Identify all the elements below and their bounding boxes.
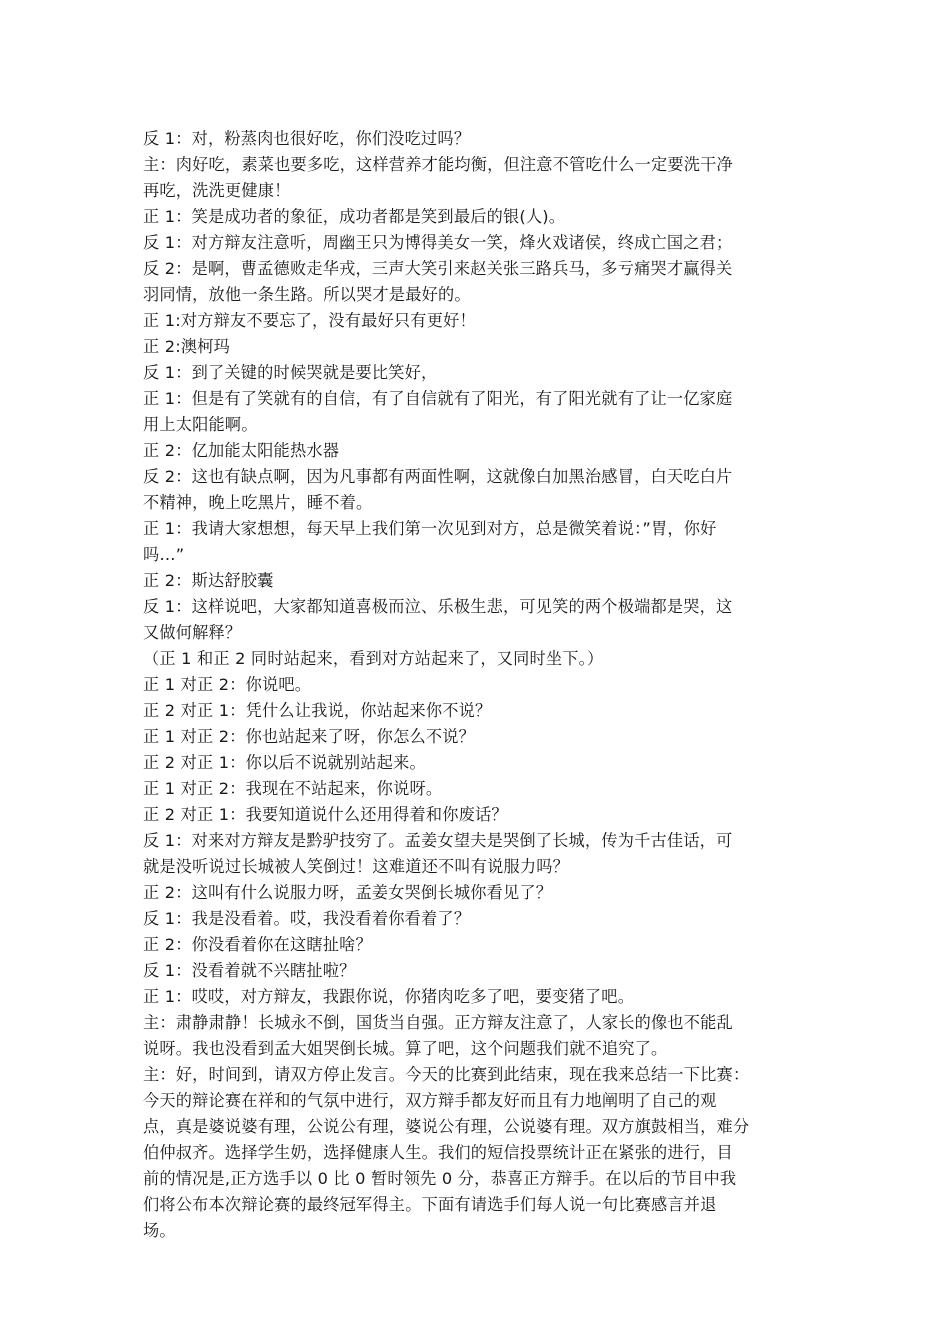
text-line: 反 1：没看着就不兴瞎扯啦？ xyxy=(143,961,356,980)
text-line: 说呀。我也没看到孟大姐哭倒长城。算了吧，这个问题我们就不追究了。 xyxy=(143,1039,668,1058)
text-line: 正 1 对正 2：我现在不站起来，你说呀。 xyxy=(143,779,443,798)
text-line: 反 1：到了关键的时候哭就是要比笑好， xyxy=(143,363,438,382)
text-line: 主：肉好吃，素菜也要多吃，这样营养才能均衡，但注意不管吃什么一定要洗干净 xyxy=(143,155,733,174)
text-line: 正 2:澳柯玛 xyxy=(143,337,231,356)
text-line: 正 1：哎哎，对方辩友，我跟你说，你猪肉吃多了吧，要变猪了吧。 xyxy=(143,987,635,1006)
text-line: 又做何解释？ xyxy=(143,623,242,642)
text-line: 正 2：斯达舒胶囊 xyxy=(143,571,274,590)
text-line: 正 1：我请大家想想，每天早上我们第一次见到对方，总是微笑着说：”胃，你好 xyxy=(143,519,717,538)
text-line: 主：好，时间到，请双方停止发言。今天的比赛到此结束，现在我来总结一下比赛： xyxy=(143,1065,750,1084)
text-line: 场。 xyxy=(143,1221,176,1240)
text-line: 点，真是婆说婆有理，公说公有理，婆说公有理，公说婆有理。双方旗鼓相当，难分 xyxy=(143,1117,750,1136)
text-line: 正 1 对正 2：你说吧。 xyxy=(143,675,312,694)
text-line: 正 1 对正 2：你也站起来了呀，你怎么不说？ xyxy=(143,727,476,746)
text-line: 反 1：我是没看着。哎，我没看着你看着了？ xyxy=(143,909,471,928)
text-line: 反 2：是啊，曹孟德败走华戎，三声大笑引来赵关张三路兵马，多亏痛哭才赢得关 xyxy=(143,259,733,278)
text-line: 反 1：这样说吧，大家都知道喜极而泣、乐极生悲，可见笑的两个极端都是哭，这 xyxy=(143,597,733,616)
text-line: 正 2：亿加能太阳能热水器 xyxy=(143,441,340,460)
text-line: 反 1：对，粉蒸肉也很好吃，你们没吃过吗？ xyxy=(143,129,471,148)
document-page xyxy=(143,126,811,1244)
text-line: （正 1 和正 2 同时站起来，看到对方站起来了，又同时坐下。） xyxy=(143,649,604,668)
text-line: 反 1：对来对方辩友是黔驴技穷了。孟姜女望夫是哭倒了长城，传为千古佳话，可 xyxy=(143,831,733,850)
text-line: 反 1：对方辩友注意听，周幽王只为博得美女一笑，烽火戏诸侯，终成亡国之君； xyxy=(143,233,733,252)
text-line: 羽同情，放他一条生路。所以哭才是最好的。 xyxy=(143,285,471,304)
text-line: 再吃，洗洗更健康！ xyxy=(143,181,291,200)
text-line: 前的情况是,正方选手以 0 比 0 暂时领先 0 分，恭喜正方辩手。在以后的节目中我 xyxy=(143,1169,737,1188)
text-line: 吗…” xyxy=(143,545,185,564)
text-line: 正 2：你没看着你在这瞎扯啥？ xyxy=(143,935,372,954)
text-line: 正 1:对方辩友不要忘了，没有最好只有更好！ xyxy=(143,311,476,330)
text-line: 们将公布本次辩论赛的最终冠军得主。下面有请选手们每人说一句比赛感言并退 xyxy=(143,1195,717,1214)
text-line: 正 2 对正 1：我要知道说什么还用得着和你废话？ xyxy=(143,805,508,824)
text-line: 正 2 对正 1：凭什么让我说，你站起来你不说？ xyxy=(143,701,492,720)
text-line: 今天的辩论赛在祥和的气氛中进行，双方辩手都友好而且有力地阐明了自己的观 xyxy=(143,1091,717,1110)
text-line: 正 2：这叫有什么说服力呀，孟姜女哭倒长城你看见了？ xyxy=(143,883,553,902)
text-line: 正 1：但是有了笑就有的自信，有了自信就有了阳光，有了阳光就有了让一亿家庭 xyxy=(143,389,733,408)
text-line: 不精神，晚上吃黑片，睡不着。 xyxy=(143,493,373,512)
text-line: 正 1：笑是成功者的象征，成功者都是笑到最后的银(人)。 xyxy=(143,207,566,226)
text-line: 就是没听说过长城被人笑倒过！这难道还不叫有说服力吗？ xyxy=(143,857,570,876)
text-line: 反 2：这也有缺点啊，因为凡事都有两面性啊，这就像白加黑治感冒，白天吃白片 xyxy=(143,467,733,486)
text-line: 主：肃静肃静！长城永不倒，国货当自强。正方辩友注意了，人家长的像也不能乱 xyxy=(143,1013,733,1032)
text-line: 用上太阳能啊。 xyxy=(143,415,258,434)
text-line: 正 2 对正 1：你以后不说就别站起来。 xyxy=(143,753,426,772)
text-line: 伯仲叔齐。选择学生奶，选择健康人生。我们的短信投票统计正在紧张的进行，目 xyxy=(143,1143,733,1162)
